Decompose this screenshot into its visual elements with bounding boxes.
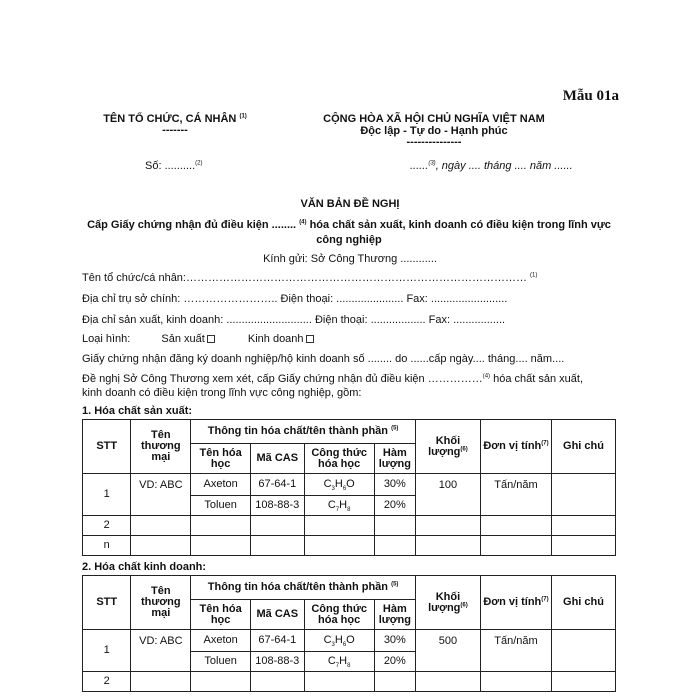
stt-cell: 2 (83, 516, 131, 536)
chem-name-cell: Toluen (191, 652, 251, 672)
cas-cell: 108-88-3 (251, 652, 305, 672)
content-cell: 20% (374, 652, 415, 672)
header-formula: Công thức hóa học (304, 444, 374, 474)
motto-divider: --------------- (406, 136, 462, 148)
unit-cell: Tấn/năm (480, 630, 551, 672)
table-row (83, 474, 616, 496)
header-content: Hàm lượng (374, 600, 415, 630)
org-line-text: Tên tổ chức/cá nhân:………………………………………………………………………………… (82, 272, 527, 284)
unit-cell: Tấn/năm (480, 474, 551, 516)
trade-cell: VD: ABC (131, 474, 191, 516)
request-line (82, 373, 583, 385)
header-trade-name: Tên thương mại (131, 420, 191, 474)
header-cas: Mã CAS (251, 600, 305, 630)
stt-cell: n (83, 536, 131, 556)
org-line (82, 272, 537, 284)
document-title: VĂN BẢN ĐỀ NGHỊ (300, 198, 400, 210)
nation-name: CỘNG HÒA XÃ HỘI CHỦ NGHĨA VIỆT NAM (323, 113, 545, 125)
header-volume: Khối lượng$^{(6)}$ (415, 420, 480, 474)
org-note: (1) (239, 113, 247, 120)
header-cas: Mã CAS (251, 444, 305, 474)
header-chem-name: Tên hóa học (191, 600, 251, 630)
header-notes: Ghi chú (552, 576, 616, 630)
date-text: , ngày .... tháng .... năm ...... (435, 160, 573, 172)
number-label: Số: .......... (145, 160, 196, 172)
type-label: Loại hình: (82, 333, 131, 345)
subject-note: (4) (299, 219, 307, 226)
production-checkbox[interactable] (207, 335, 215, 343)
chem-name-cell: Axeton (191, 630, 251, 652)
notes-cell (552, 630, 616, 672)
cas-cell: 67-64-1 (251, 474, 305, 496)
header-stt: STT (83, 576, 131, 630)
subject-part1: Cấp Giấy chứng nhận đủ điều kiện ........ (87, 219, 297, 231)
table-row (83, 516, 616, 536)
header-chem-info: Thông tin hóa chất/tên thành phần $^{(5)}$ (191, 576, 416, 600)
recipient: Kính gửi: Sở Công Thương ............ (263, 253, 437, 265)
hq-line: Địa chỉ trụ sở chính: …………………….. Điện thoại: ...................... Fax: ......................... (82, 293, 508, 305)
document-subject (82, 218, 616, 248)
content-cell: 20% (374, 496, 415, 516)
header-stt: STT (83, 420, 131, 474)
volume-cell: 100 (415, 474, 480, 516)
chem-name-cell: Axeton (191, 474, 251, 496)
form-code: Mẫu 01a (562, 88, 619, 104)
production-line: Địa chỉ sản xuất, kinh doanh: ............................ Điện thoại: .................. Fax: ................. (82, 314, 506, 326)
org-header (100, 113, 250, 135)
table-row (83, 536, 616, 556)
header-content: Hàm lượng (374, 444, 415, 474)
header-chem-name: Tên hóa học (191, 444, 251, 474)
trade-table (82, 575, 616, 692)
motto: Độc lập - Tự do - Hạnh phúc (360, 125, 508, 137)
header-notes: Ghi chú (552, 420, 616, 474)
trade-cell: VD: ABC (131, 630, 191, 672)
org-divider: ------- (162, 124, 188, 136)
type-line (82, 333, 314, 345)
stt-cell: 2 (83, 672, 131, 692)
table-row (83, 630, 616, 652)
header-chem-info: Thông tin hóa chất/tên thành phần $^{(5)}$ (191, 420, 416, 444)
content-cell: 30% (374, 630, 415, 652)
formula-cell: $C_3H_6O$ (304, 474, 374, 496)
date-prefix: ...... (410, 160, 429, 172)
section2-title: 2. Hóa chất kinh doanh: (82, 561, 207, 573)
formula-cell: $C_7H_8$ (304, 496, 374, 516)
date-note: (3) (428, 160, 436, 167)
header-unit: Đơn vị tính$^{(7)}$ (480, 420, 551, 474)
request-part2: hóa chất sản xuất, (490, 373, 584, 385)
document-number (145, 160, 202, 172)
certificate-line: Giấy chứng nhận đăng ký doanh nghiệp/hộ kinh doanh số ........ do ......cấp ngày.... tháng.... năm.... (82, 353, 565, 365)
trade-checkbox[interactable] (306, 335, 314, 343)
content-cell: 30% (374, 474, 415, 496)
header-trade-name: Tên thương mại (131, 576, 191, 630)
section1-title: 1. Hóa chất sản xuất: (82, 405, 193, 417)
type-production-label: Sản xuất (161, 333, 205, 345)
number-note: (2) (195, 160, 203, 167)
request-note: (4) (482, 373, 491, 380)
type-trade-label: Kinh doanh (247, 333, 304, 345)
production-table (82, 419, 616, 556)
request-part1: Đề nghị Sở Công Thương xem xét, cấp Giấy chứng nhận đủ điều kiện …………… (82, 373, 483, 385)
org-name: TÊN TỔ CHỨC, CÁ NHÂN (103, 113, 237, 125)
notes-cell (552, 474, 616, 516)
table-row (83, 672, 616, 692)
volume-cell: 500 (415, 630, 480, 672)
stt-cell: 1 (83, 474, 131, 516)
document-date (410, 160, 573, 172)
header-unit: Đơn vị tính$^{(7)}$ (480, 576, 551, 630)
formula-cell: $C_3H_6O$ (304, 630, 374, 652)
stt-cell: 1 (83, 630, 131, 672)
header-volume: Khối lượng$^{(6)}$ (415, 576, 480, 630)
formula-cell: $C_7H_8$ (304, 652, 374, 672)
nation-header (305, 113, 563, 147)
cas-cell: 108-88-3 (251, 496, 305, 516)
cas-cell: 67-64-1 (251, 630, 305, 652)
chem-name-cell: Toluen (191, 496, 251, 516)
request-line-2: kinh doanh có điều kiện trong lĩnh vực công nghiệp, gồm: (82, 387, 362, 399)
org-line-note: (1) (530, 272, 538, 279)
header-formula: Công thức hóa học (304, 600, 374, 630)
subject-part2: hóa chất sản xuất, kinh doanh có điều kiện trong lĩnh vực công nghiệp (306, 219, 611, 246)
